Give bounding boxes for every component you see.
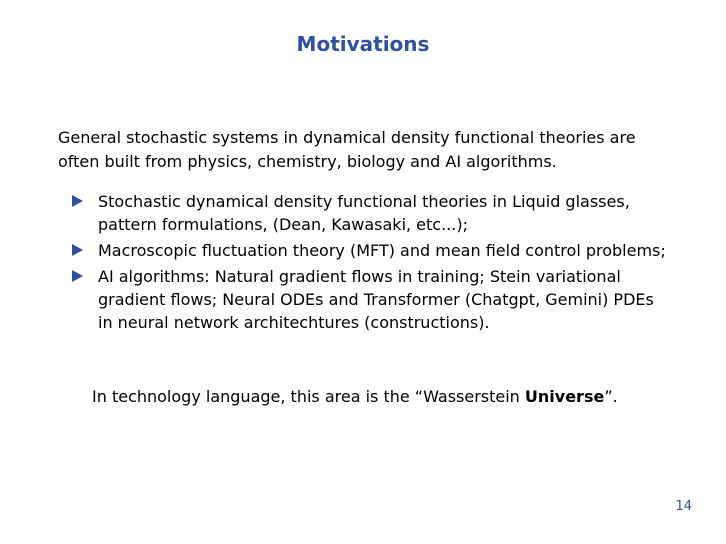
- bullet-list: [72, 190, 672, 337]
- bullet-text: Macroscopic fluctuation theory (MFT) and mean field control problems;: [98, 241, 666, 260]
- slide-title: Motivations: [296, 32, 430, 56]
- closing-statement: [92, 385, 692, 408]
- page-number: 14: [675, 499, 692, 514]
- triangle-bullet-icon: [72, 195, 83, 207]
- bullet-item: [72, 265, 672, 334]
- triangle-bullet-icon: [72, 270, 83, 282]
- bullet-text: Stochastic dynamical density functional theories in Liquid glasses, pattern formulations, (Dean, Kawasaki, etc...);: [98, 192, 630, 234]
- intro-paragraph: General stochastic systems in dynamical density functional theories are often built from physics, chemistry, biology and AI algorithms.: [58, 128, 636, 171]
- closing-text-before: In technology language, this area is the “Wasserstein: [92, 387, 525, 406]
- closing-text-after: ”.: [604, 387, 618, 406]
- triangle-bullet-icon: [72, 244, 83, 256]
- bullet-item: [72, 239, 672, 262]
- bullet-item: [72, 190, 672, 236]
- bullet-text: AI algorithms: Natural gradient flows in training; Stein variational gradient flows; Neural ODEs and Transformer (Chatgpt, Gemini) PDEs in neural network architechtures (constructions).: [98, 267, 654, 332]
- closing-emphasis: Universe: [524, 387, 605, 406]
